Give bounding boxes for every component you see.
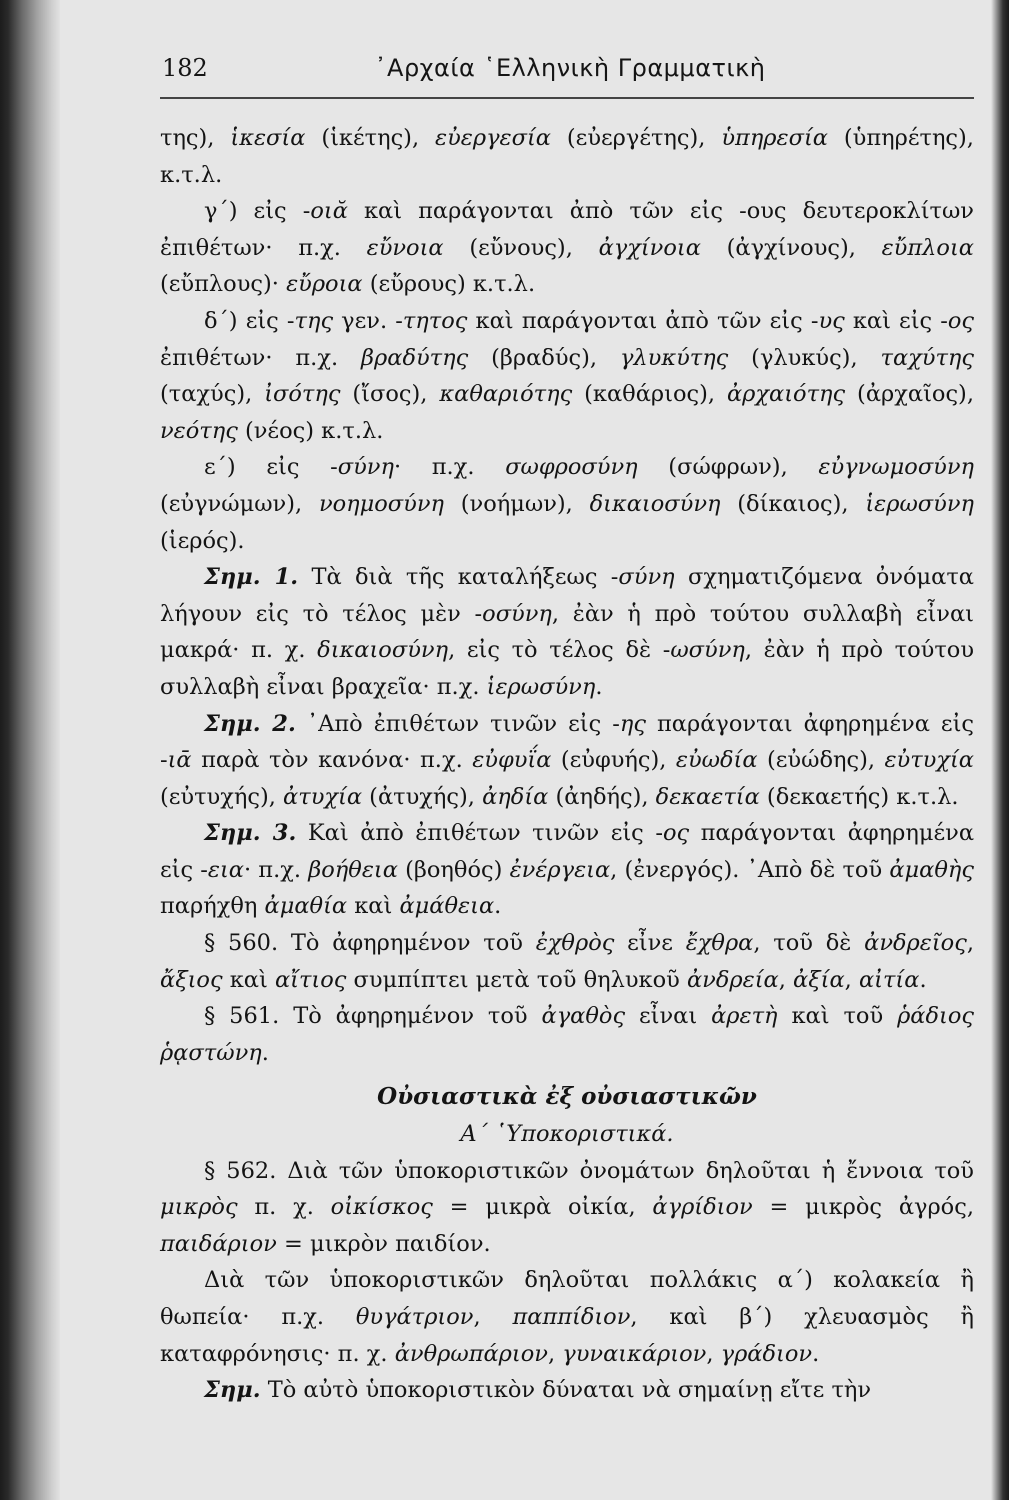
section-560: § 560. Τὸ ἀφηρημένον τοῦ ἐχθρὸς εἶνε ἔχθρα, τοῦ δὲ ἀνδρεῖος, ἄξιος καὶ αἴτιος συμπίπτει μετὰ τοῦ θηλυκοῦ ἀνδρεία, ἀξία, αἰτία. <box>160 930 974 993</box>
paragraph-diminutives: Διὰ τῶν ὑποκοριστικῶν δηλοῦται πολλάκις α΄) κολακεία ἢ θωπεία· π.χ. θυγάτριον, παππίδιον, καὶ β΄) χλευασμὸς ἢ καταφρόνησις· π. χ. ἀνθρωπάριον, γυναικάριον, γράδιον. <box>160 1267 974 1367</box>
running-title: ᾿Αρχαία ῾Ελληνικὴ Γραμματικὴ <box>374 54 766 82</box>
book-spine-shadow <box>0 0 60 1500</box>
section-subheading: Α΄ ῾Υποκοριστικά. <box>460 1121 674 1148</box>
paragraph-delta: δ΄) εἰς -της γεν. -τητος καὶ παράγονται ἀπὸ τῶν εἰς -υς καὶ εἰς -ος ἐπιθέτων· π.χ. βραδύτης (βραδύς), γλυκύτης (γλυκύς), ταχύτης (ταχύς), ἰσότης (ἴσος), καθαριότης (καθάριος), ἀρχαιότης (ἀρχαῖος), νεότης (νέος) κ.τ.λ. <box>160 307 975 444</box>
page-edge-shadow <box>991 0 1009 1500</box>
section-heading: Οὐσιαστικὰ ἐξ οὐσιαστικῶν <box>377 1083 757 1111</box>
paragraph-continuation: της), ἱκεσία (ἱκέτης), εὐεργεσία (εὐεργέτης), ὑπηρεσία (ὑπηρέτης), κ.τ.λ. <box>160 125 974 188</box>
header-rule <box>160 97 974 99</box>
section-562: § 562. Διὰ τῶν ὑποκοριστικῶν ὀνομάτων δηλοῦται ἡ ἔννοια τοῦ μικρὸς π. χ. οἰκίσκος = μικρὰ οἰκία, ἀγρίδιον = μικρὸς ἀγρός, παιδάριον = μικρὸν παιδίον. <box>160 1157 974 1257</box>
note-1: Σημ. 1. Τὰ διὰ τῆς καταλήξεως -σύνη σχηματιζόμενα ὀνόματα λήγουν εἰς τὸ τέλος μὲν -οσύνη, ἐὰν ἡ πρὸ τούτου συλλαβὴ εἶναι μακρά· π. χ. δικαιοσύνη, εἰς τὸ τέλος δὲ -ωσύνη, ἐὰν ἡ πρὸ τούτου συλλαβὴ εἶναι βραχεῖα· π.χ. ἱερωσύνη. <box>160 564 974 700</box>
paragraph-epsilon: ε΄) εἰς -σύνη· π.χ. σωφροσύνη (σώφρων), εὐγνωμοσύνη (εὐγνώμων), νοημοσύνη (νοήμων), δικαιοσύνη (δίκαιος), ἱερωσύνη (ἱερός). <box>160 454 975 554</box>
page-body <box>160 120 974 1409</box>
note-final: Σημ. Τὸ αὐτὸ ὑποκοριστικὸν δύναται νὰ σημαίνῃ εἴτε τὴν <box>204 1377 872 1404</box>
paragraph-gamma: γ΄) εἰς -οιᾰ καὶ παράγονται ἀπὸ τῶν εἰς -ους δευτεροκλίτων ἐπιθέτων· π.χ. εὔνοια (εὔνους), ἀγχίνοια (ἀγχίνους), εὔπλοια (εὔπλους)· εὔροια (εὔρους) κ.τ.λ. <box>160 198 974 298</box>
note-2: Σημ. 2. ᾿Απὸ ἐπιθέτων τινῶν εἰς -ης παράγονται ἀφηρημένα εἰς -ιᾱ παρὰ τὸν κανόνα· π.χ. εὐφυΐα (εὐφυής), εὐωδία (εὐώδης), εὐτυχία (εὐτυχής), ἀτυχία (ἀτυχής), ἀηδία (ἀηδής), δεκαετία (δεκαετής) κ.τ.λ. <box>160 710 975 810</box>
running-header <box>160 54 974 94</box>
page-number: 182 <box>162 54 208 82</box>
section-561: § 561. Τὸ ἀφηρημένον τοῦ ἀγαθὸς εἶναι ἀρετὴ καὶ τοῦ ῥάδιος ῥᾳστώνη. <box>160 1003 974 1066</box>
note-3: Σημ. 3. Καὶ ἀπὸ ἐπιθέτων τινῶν εἰς -ος παράγονται ἀφηρημένα εἰς -εια· π.χ. βοήθεια (βοηθός) ἐνέργεια, (ἐνεργός). ᾿Απὸ δὲ τοῦ ἀμαθὴς παρήχθη ἀμαθία καὶ ἀμάθεια. <box>160 820 975 920</box>
